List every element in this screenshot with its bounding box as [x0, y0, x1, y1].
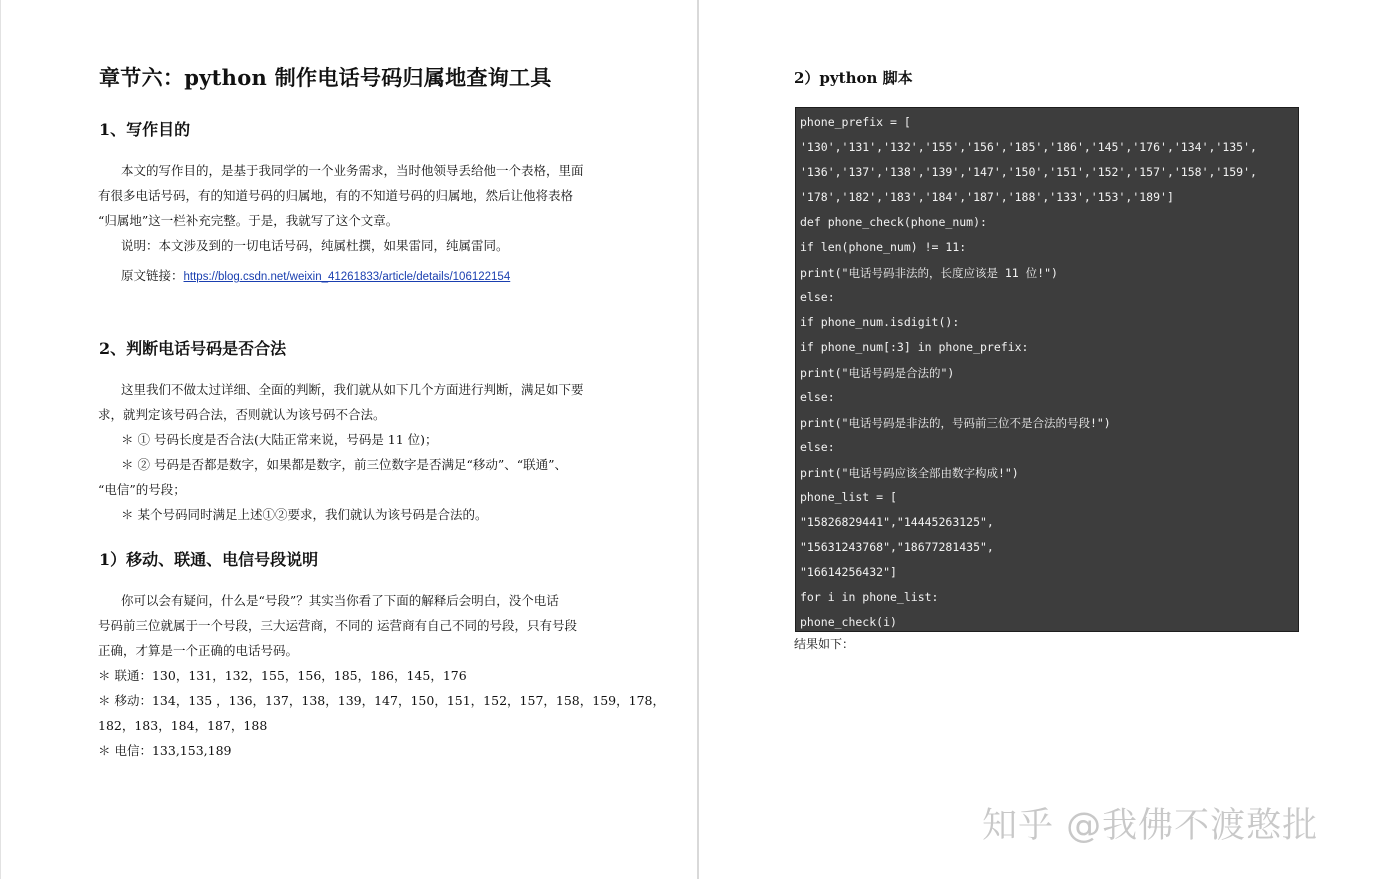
script-heading: 2）python 脚本: [794, 69, 913, 87]
code-line: print("电话号码非法的，长度应该是 11 位!"): [800, 266, 1058, 280]
paragraph-line: 本文的写作目的，是基于我同学的一个业务需求，当时他领导丢给他一个表格，里面: [121, 163, 584, 178]
code-line: for i in phone_list:: [800, 590, 939, 604]
paragraph-line: “归属地”这一栏补充完整。于是，我就写了这个文章。: [98, 213, 399, 228]
code-line: print("电话号码是非法的，号码前三位不是合法的号段!"): [800, 416, 1111, 430]
code-line: else:: [800, 440, 835, 454]
chapter-title: 章节六：python 制作电话号码归属地查询工具: [99, 65, 552, 90]
paragraph-line: 有很多电话号码，有的知道号码的归属地，有的不知道号码的归属地，然后让他将表格: [98, 188, 574, 203]
section-heading-purpose: 1、写作目的: [99, 120, 191, 139]
paragraph-line: 正确，才算是一个正确的电话号码。: [98, 643, 299, 658]
paragraph-line: 号码前三位就属于一个号段，三大运营商，不同的 运营商有自己不同的号段，只有号段: [98, 618, 577, 633]
code-line: if phone_num.isdigit():: [800, 315, 960, 329]
code-line: print("电话号码是合法的"): [800, 366, 955, 380]
section-heading-validation: 2、判断电话号码是否合法: [99, 339, 287, 358]
code-line: else:: [800, 390, 835, 404]
telecom-prefix-list: ＊ 电信：133,153,189: [98, 743, 232, 758]
source-link-row: [121, 263, 510, 290]
bullet-item: ＊ ② 号码是否都是数字，如果都是数字，前三位数字是否满足“移动”、“联通”、: [121, 457, 568, 472]
code-line: phone_list = [: [800, 490, 897, 504]
zhihu-watermark: 知乎 @我佛不渡憨批: [982, 806, 1319, 846]
source-link[interactable]: https://blog.csdn.net/weixin_41261833/article/details/106122154: [183, 271, 511, 283]
source-link-label: 原文链接：: [121, 268, 184, 283]
code-line: '136','137','138','139','147','150','151','152','157','158','159',: [800, 165, 1257, 179]
paragraph-line: 这里我们不做太过详细、全面的判断，我们就从如下几个方面进行判断，满足如下要: [121, 382, 584, 397]
unicom-prefix-list: ＊ 联通：130，131，132，155，156，185，186，145，176: [98, 668, 467, 683]
code-line: '178','182','183','184','187','188','133','153','189']: [800, 190, 1174, 204]
code-line: print("电话号码应该全部由数字构成!"): [800, 466, 1019, 480]
right-document-page: [699, 0, 1394, 879]
disclaimer-note: 说明：本文涉及到的一切电话号码，纯属杜撰，如果雷同，纯属雷同。: [121, 238, 509, 253]
code-line: def phone_check(phone_num):: [800, 215, 987, 229]
code-line: "15631243768","18677281435",: [800, 540, 994, 554]
code-line: phone_check(i): [800, 615, 897, 629]
code-line: if len(phone_num) != 11:: [800, 240, 967, 254]
code-line: '130','131','132','155','156','185','186','145','176','134','135',: [800, 140, 1257, 154]
code-line: else:: [800, 290, 835, 304]
bullet-item: ＊ ① 号码长度是否合法(大陆正常来说，号码是 11 位)；: [121, 432, 438, 447]
bullet-item-continuation: “电信”的号段；: [98, 482, 186, 497]
code-line: "16614256432"]: [800, 565, 897, 579]
result-label: 结果如下：: [794, 637, 855, 651]
code-line: "15826829441","14445263125",: [800, 515, 994, 529]
code-line: phone_prefix = [: [800, 115, 911, 129]
code-block: [795, 107, 1299, 632]
paragraph-line: 你可以会有疑问，什么是“号段”？其实当你看了下面的解释后会明白，没个电话: [121, 593, 559, 608]
section-heading-carrier-prefixes: 1）移动、联通、电信号段说明: [99, 550, 319, 569]
mobile-prefix-list-continuation: 182，183，184，187，188: [98, 718, 268, 733]
code-line: if phone_num[:3] in phone_prefix:: [800, 340, 1029, 354]
mobile-prefix-list: ＊ 移动：134，135 ，136，137，138，139，147，150，151，152，157，158，159，178，: [98, 693, 665, 708]
bullet-item: ＊ 某个号码同时满足上述①②要求，我们就认为该号码是合法的。: [121, 507, 488, 522]
paragraph-line: 求，就判定该号码合法，否则就认为该号码不合法。: [98, 407, 386, 422]
